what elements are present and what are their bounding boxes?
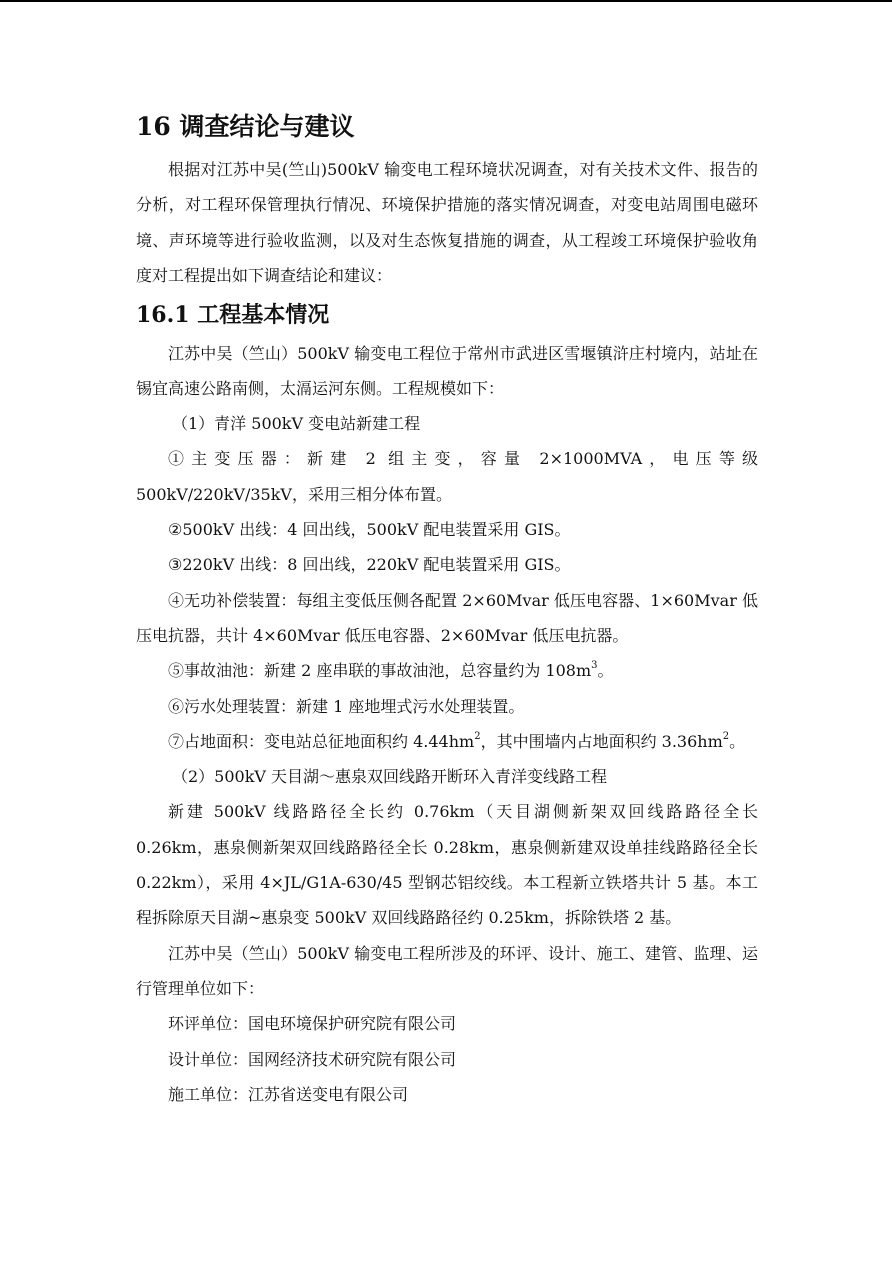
unit-construction: 施工单位：江苏省送变电有限公司 bbox=[168, 1084, 409, 1104]
subsection-heading: 16.1 工程基本情况 bbox=[136, 302, 330, 329]
top-border-line bbox=[0, 0, 892, 2]
project-1-title: （1）青洋 500kV 变电站新建工程 bbox=[172, 414, 421, 434]
units-intro: 江苏中吴（竺山）500kV 输变电工程所涉及的环评、设计、施工、建管、监理、运行管理单位如下： bbox=[136, 943, 758, 998]
unit-eia: 环评单位：国电环境保护研究院有限公司 bbox=[168, 1014, 457, 1034]
item-land-area-end: 。 bbox=[729, 731, 746, 751]
project-2-title: （2）500kV 天目湖～惠泉双回线路开断环入青洋变线路工程 bbox=[172, 767, 608, 787]
location-paragraph: 江苏中吴（竺山）500kV 输变电工程位于常州市武进区雪堰镇浒庄村境内，站址在锡宜高速公路南侧，太滆运河东侧。工程规模如下： bbox=[136, 343, 758, 398]
item-oil-pool-end: 。 bbox=[597, 661, 614, 681]
item-land-area-sup-b: 2 bbox=[722, 730, 730, 742]
item-oil-pool-text: ⑤事故油池：新建 2 座串联的事故油池，总容量约为 108m bbox=[168, 661, 592, 681]
item-land-area-text-a: ⑦占地面积：变电站总征地面积约 4.44hm bbox=[168, 731, 475, 751]
item-land-area-text-b: ，其中围墙内占地面积约 3.36hm bbox=[480, 731, 723, 751]
item-oil-pool-sup: 3 bbox=[591, 659, 598, 671]
item-sewage-treatment: ⑥污水处理装置：新建 1 座地埋式污水处理装置。 bbox=[168, 696, 525, 716]
item-land-area-sup-a: 2 bbox=[474, 730, 481, 742]
item-500kv-outgoing: ②500kV 出线：4 回出线，500kV 配电装置采用 GIS。 bbox=[168, 520, 571, 540]
item-oil-pool bbox=[136, 653, 758, 688]
document-page bbox=[136, 112, 758, 1112]
item-land-area bbox=[136, 724, 758, 759]
section-heading: 16 调查结论与建议 bbox=[136, 112, 355, 141]
item-reactive-compensation: ④无功补偿装置：每组主变低压侧各配置 2×60Mvar 低压电容器、1×60Mvar 低压电抗器，共计 4×60Mvar 低压电容器、2×60Mvar 低压电抗器。 bbox=[136, 590, 758, 645]
item-main-transformer: ①主变压器：新建 2 组主变，容量 2×1000MVA，电压等级 500kV/220kV/35kV，采用三相分体布置。 bbox=[136, 449, 758, 504]
intro-paragraph: 根据对江苏中吴(竺山)500kV 输变电工程环境状况调查，对有关技术文件、报告的分析，对工程环保管理执行情况、环境保护措施的落实情况调查，对变电站周围电磁环境、声环境等进行验收监测，以及对生态恢复措施的调查，从工程竣工环境保护验收角度对工程提出如下调查结论和建议： bbox=[136, 160, 758, 285]
unit-design: 设计单位：国网经济技术研究院有限公司 bbox=[168, 1049, 457, 1069]
item-220kv-outgoing: ③220kV 出线：8 回出线，220kV 配电装置采用 GIS。 bbox=[168, 555, 571, 575]
line-description: 新建 500kV 线路路径全长约 0.76km（天目湖侧新架双回线路路径全长 0.26km，惠泉侧新架双回线路路径全长 0.28km，惠泉侧新建双设单挂线路路径全长 0.22km），采用 4×JL/G1A-630/45 型钢芯铝绞线。本工程新立铁塔共计 5 基。本工程拆除原天目湖~惠泉变 500kV 双回线路路径约 0.25km，拆除铁塔 2 基。 bbox=[136, 802, 758, 928]
